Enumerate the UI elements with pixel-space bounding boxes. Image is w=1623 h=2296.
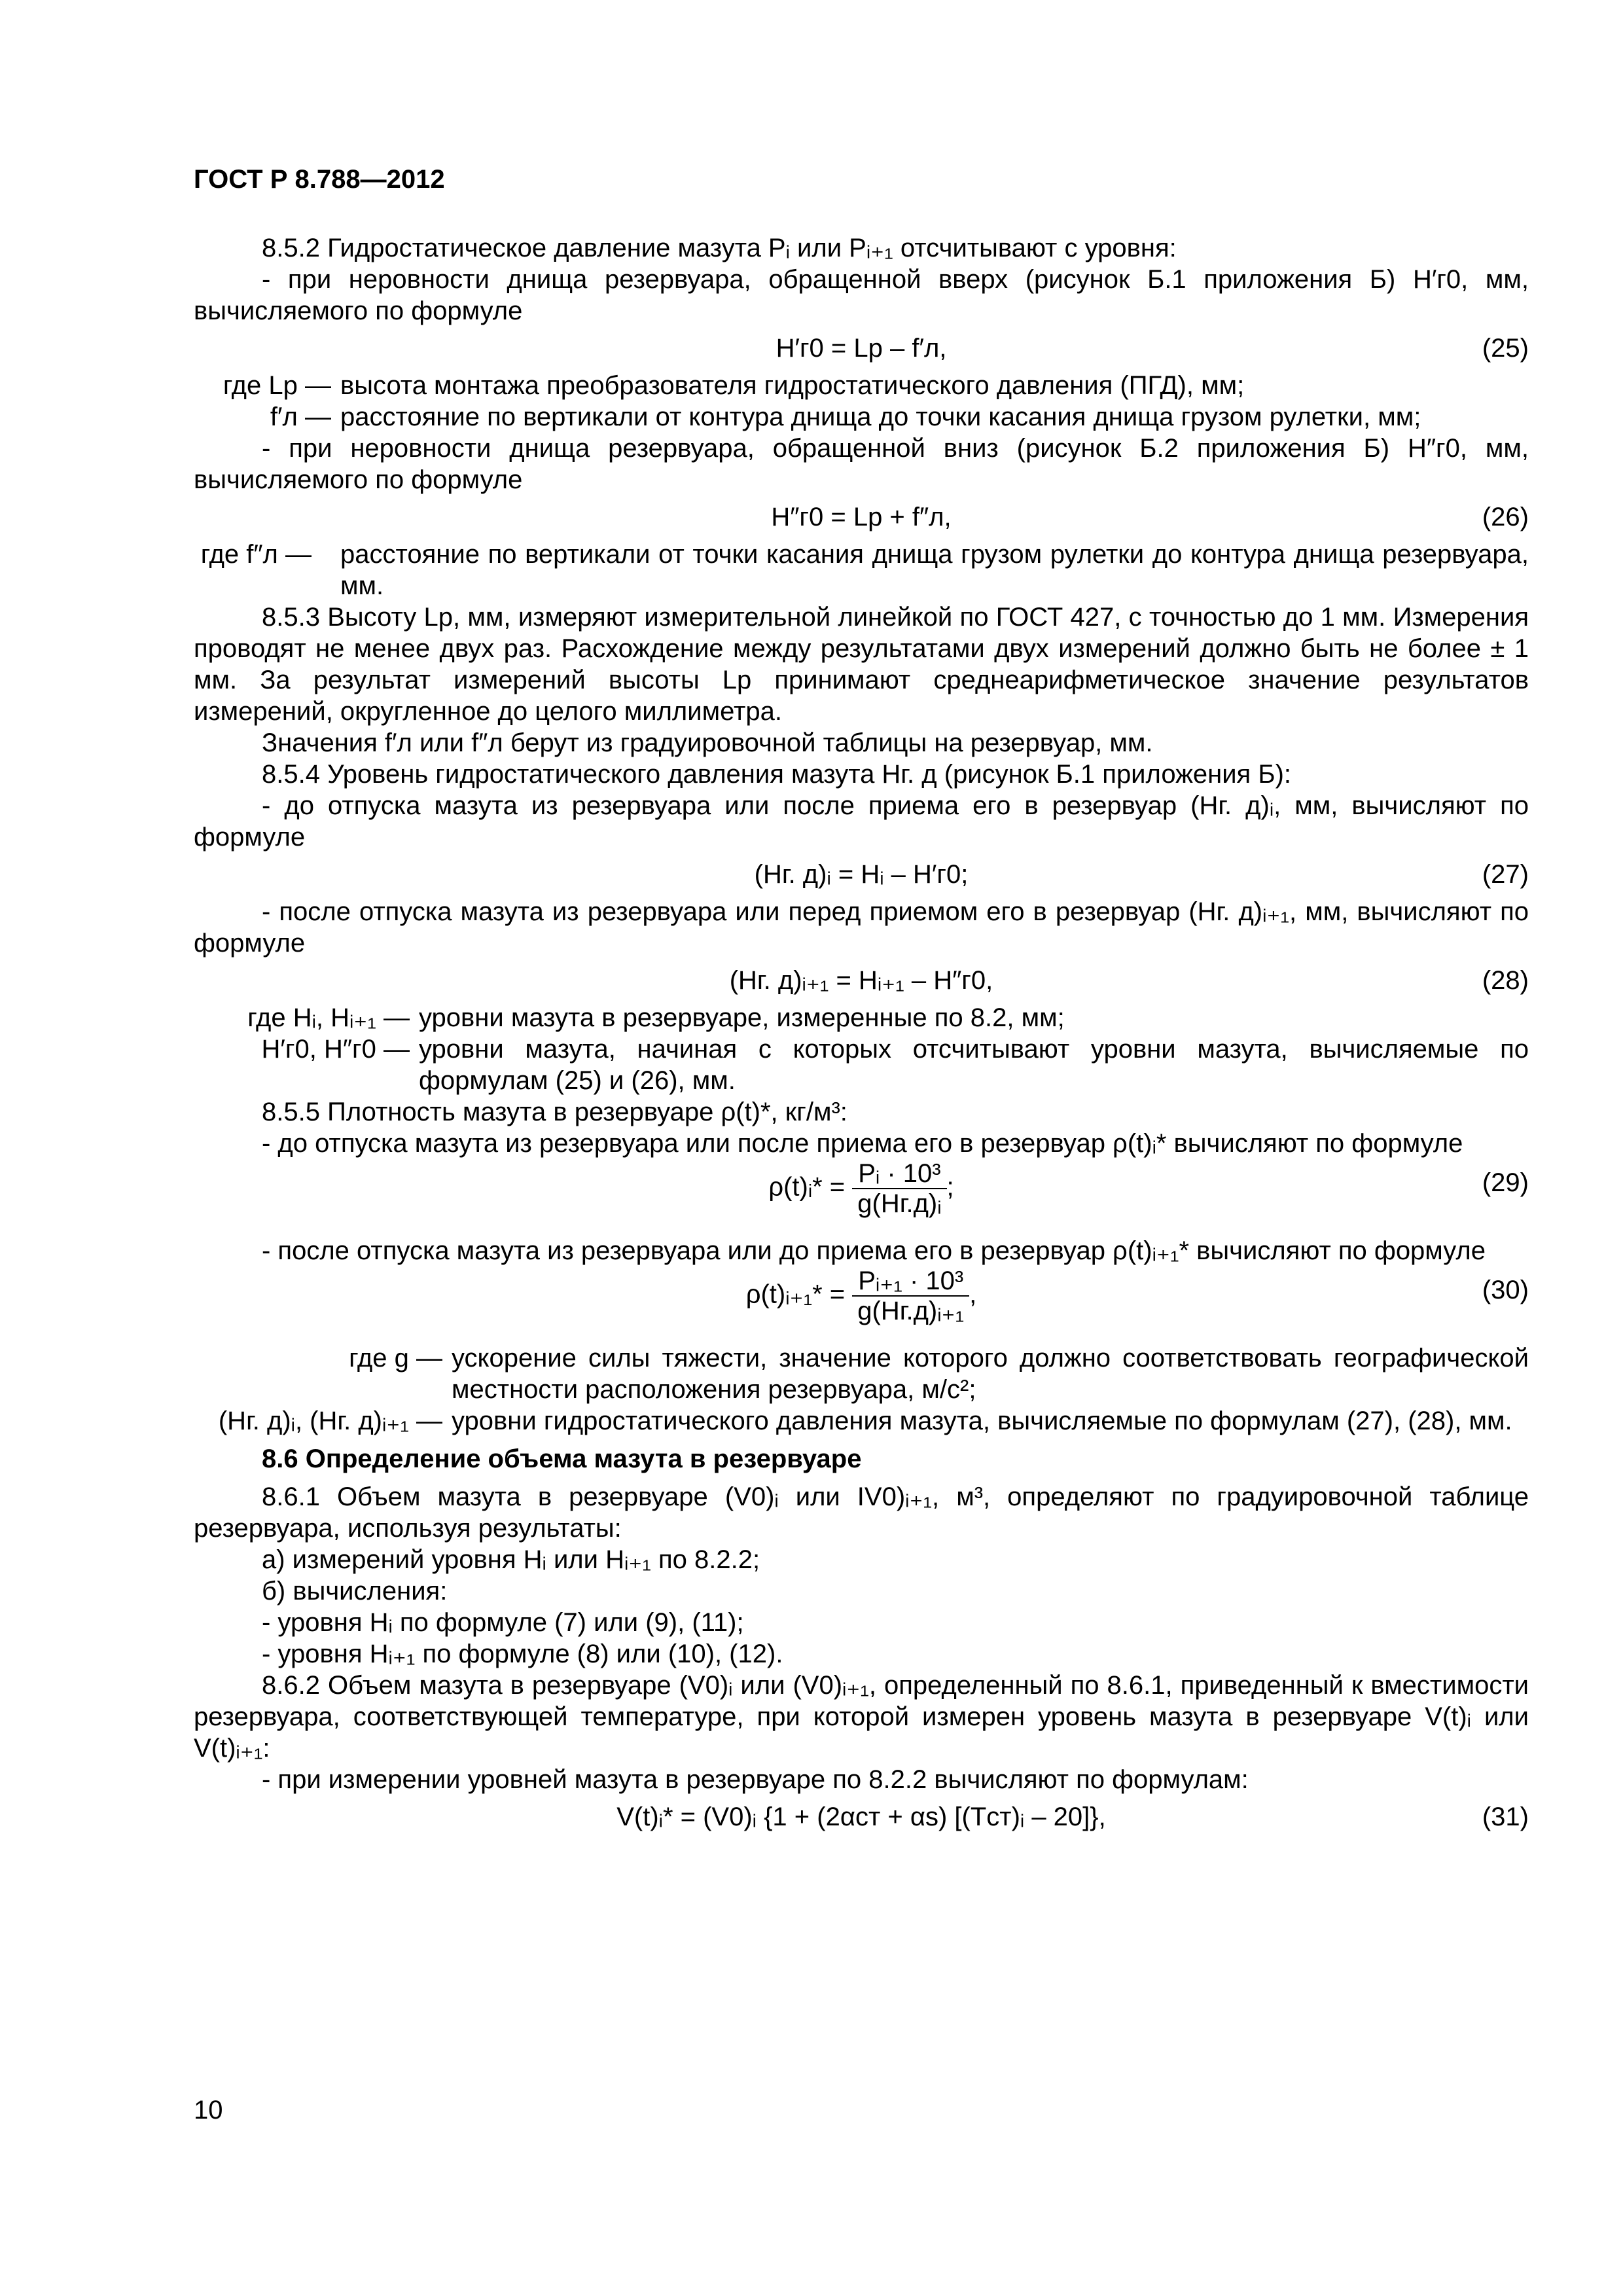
formula-28-number: (28) xyxy=(1482,966,1529,995)
formula-31-number: (31) xyxy=(1482,1803,1529,1831)
formula-31-expression: V(t)ᵢ* = (V0)ᵢ {1 + (2αст + αs) [(Tст)ᵢ – 20]}, xyxy=(616,1803,1106,1831)
formula-29-lhs: ρ(t)ᵢ* = xyxy=(768,1172,846,1202)
where-symbol: H′г0, H″г0 — xyxy=(261,1035,410,1064)
where-28-row-1 xyxy=(194,1002,1529,1033)
where-description: уровни мазута, начиная с которых отсчитывают уровни мазута, вычисляемые по формулам (25) и (26), мм. xyxy=(419,1035,1529,1095)
where-description: уровни гидростатического давления мазута, вычисляемые по формулам (27), (28), мм. xyxy=(452,1407,1512,1435)
formula-30-fraction xyxy=(852,1266,969,1325)
document-body xyxy=(194,232,1529,1839)
where-symbol: где Lр — xyxy=(223,371,331,400)
formula-30-numerator: Pᵢ₊₁ · 10³ xyxy=(852,1266,969,1297)
paragraph-8-5-5-a: - до отпуска мазута из резервуара или после приема его в резервуар ρ(t)ᵢ* вычисляют по формуле xyxy=(262,1129,1463,1158)
where-description: ускорение силы тяжести, значение которого должно соответствовать географической местности расположения резервуара, м/с²; xyxy=(452,1344,1529,1404)
formula-28 xyxy=(194,959,1529,1002)
where-description: расстояние по вертикали от контура днища до точки касания днища грузом рулетки, мм; xyxy=(340,403,1421,431)
formula-29-number: (29) xyxy=(1482,1168,1529,1197)
formula-25-number: (25) xyxy=(1482,334,1529,363)
section-title-8-6: 8.6 Определение объема мазута в резервуаре xyxy=(262,1444,862,1473)
where-30-row-1 xyxy=(194,1342,1529,1405)
paragraph-8-5-4-a: - до отпуска мазута из резервуара или после приема его в резервуар (Hг. д)ᵢ, мм, вычисляют по формуле xyxy=(194,791,1529,852)
formula-28-expression: (Hг. д)ᵢ₊₁ = Hᵢ₊₁ – H″г0, xyxy=(729,966,993,995)
page-number: 10 xyxy=(194,2096,223,2125)
formula-26-expression: H″г0 = Lр + f″л, xyxy=(771,503,952,531)
formula-30-number: (30) xyxy=(1482,1276,1529,1304)
paragraph-8-5-5: 8.5.5 Плотность мазута в резервуаре ρ(t)*, кг/м³: xyxy=(262,1098,847,1126)
document-header: ГОСТ Р 8.788—2012 xyxy=(194,165,445,194)
paragraph-8-5-5-b: - после отпуска мазута из резервуара или до приема его в резервуар ρ(t)ᵢ₊₁* вычисляют по формуле xyxy=(262,1236,1486,1265)
formula-31 xyxy=(194,1795,1529,1839)
formula-30-expression xyxy=(194,1266,1529,1325)
paragraph-8-5-2-b: - при неровности днища резервуара, обращенной вниз (рисунок Б.2 приложения Б) H″г0, мм, вычисляемого по формуле xyxy=(194,434,1529,494)
paragraph-8-5-4: 8.5.4 Уровень гидростатического давления мазута Hг. д (рисунок Б.1 приложения Б): xyxy=(262,760,1292,789)
paragraph-8-6-1-a: а) измерений уровня Hᵢ или Hᵢ₊₁ по 8.2.2; xyxy=(262,1545,760,1574)
formula-26-number: (26) xyxy=(1482,503,1529,531)
formula-27-expression: (Hг. д)ᵢ = Hᵢ – H′г0; xyxy=(754,860,969,889)
formula-29-numerator: Pᵢ · 10³ xyxy=(852,1159,946,1189)
formula-29 xyxy=(194,1159,1529,1235)
where-symbol: где g — xyxy=(349,1344,442,1372)
where-symbol: где f″л — xyxy=(200,540,312,569)
where-26-row-1 xyxy=(194,539,1529,601)
where-description: уровни мазута в резервуаре, измеренные по 8.2, мм; xyxy=(419,1003,1065,1032)
paragraph-8-6-1: 8.6.1 Объем мазута в резервуаре (V0)ᵢ или IV0)ᵢ₊₁, м³, определяют по градуировочной таблице резервуара, используя результаты: xyxy=(194,1482,1529,1543)
paragraph-8-6-2-a: - при измерении уровней мазута в резервуаре по 8.2.2 вычисляют по формулам: xyxy=(262,1765,1249,1794)
formula-27 xyxy=(194,853,1529,896)
where-symbol: где Hᵢ, Hᵢ₊₁ — xyxy=(247,1003,410,1032)
paragraph-8-5-3: 8.5.3 Высоту Lр, мм, измеряют измерительной линейкой по ГОСТ 427, с точностью до 1 мм. Измерения проводят не менее двух раз. Расхождение между результатами двух измерений должно быть не более ± 1 мм. За результат измерений высоты Lр принимают среднеарифметическое значение результатов измерений, округленное до целого миллиметра. xyxy=(194,603,1529,726)
paragraph-8-5-2: 8.5.2 Гидростатическое давление мазута Pᵢ или Pᵢ₊₁ отсчитывают с уровня: xyxy=(262,234,1177,262)
where-30-row-2 xyxy=(194,1405,1529,1437)
formula-25 xyxy=(194,327,1529,370)
where-25-row-2 xyxy=(194,401,1529,433)
paragraph-8-5-4-b: - после отпуска мазута из резервуара или перед приемом его в резервуар (Hг. д)ᵢ₊₁, мм, вычисляют по формуле xyxy=(194,897,1529,958)
where-symbol: f′л — xyxy=(270,403,331,431)
where-description: высота монтажа преобразователя гидростатического давления (ПГД), мм; xyxy=(340,371,1245,400)
formula-30-denominator: g(Hг.д)ᵢ₊₁ xyxy=(857,1297,965,1325)
paragraph-8-5-3-b: Значения f′л или f″л берут из градуировочной таблицы на резервуар, мм. xyxy=(262,728,1153,757)
where-25-row-1 xyxy=(194,370,1529,401)
formula-29-denominator: g(Hг.д)ᵢ xyxy=(857,1189,942,1218)
formula-29-tail: ; xyxy=(946,1172,954,1202)
formula-29-fraction xyxy=(852,1159,946,1218)
where-description: расстояние по вертикали от точки касания днища грузом рулетки до контура днища резервуара, мм. xyxy=(340,540,1529,600)
formula-29-expression xyxy=(194,1159,1529,1218)
formula-26 xyxy=(194,495,1529,539)
formula-25-expression: H′г0 = Lр – f′л, xyxy=(776,334,947,363)
paragraph-8-5-2-a: - при неровности днища резервуара, обращенной вверх (рисунок Б.1 приложения Б) H′г0, мм, вычисляемого по формуле xyxy=(194,265,1529,325)
paragraph-8-6-1-d: - уровня Hᵢ₊₁ по формуле (8) или (10), (12). xyxy=(262,1640,783,1668)
formula-27-number: (27) xyxy=(1482,860,1529,889)
paragraph-8-6-1-b: б) вычисления: xyxy=(262,1577,448,1605)
where-28-row-2 xyxy=(194,1033,1529,1096)
where-symbol: (Hг. д)ᵢ, (Hг. д)ᵢ₊₁ — xyxy=(218,1407,442,1435)
formula-30-tail: , xyxy=(969,1280,977,1309)
formula-30-lhs: ρ(t)ᵢ₊₁* = xyxy=(745,1280,846,1309)
formula-30 xyxy=(194,1266,1529,1342)
paragraph-8-6-1-c: - уровня Hᵢ по формуле (7) или (9), (11); xyxy=(262,1608,744,1637)
paragraph-8-6-2: 8.6.2 Объем мазута в резервуаре (V0)ᵢ или (V0)ᵢ₊₁, определенный по 8.6.1, приведенный к вместимости резервуара, соответствующей температуре, при которой измерен уровень мазута в резервуаре V(t)ᵢ или V(t)ᵢ₊₁: xyxy=(194,1671,1529,1763)
